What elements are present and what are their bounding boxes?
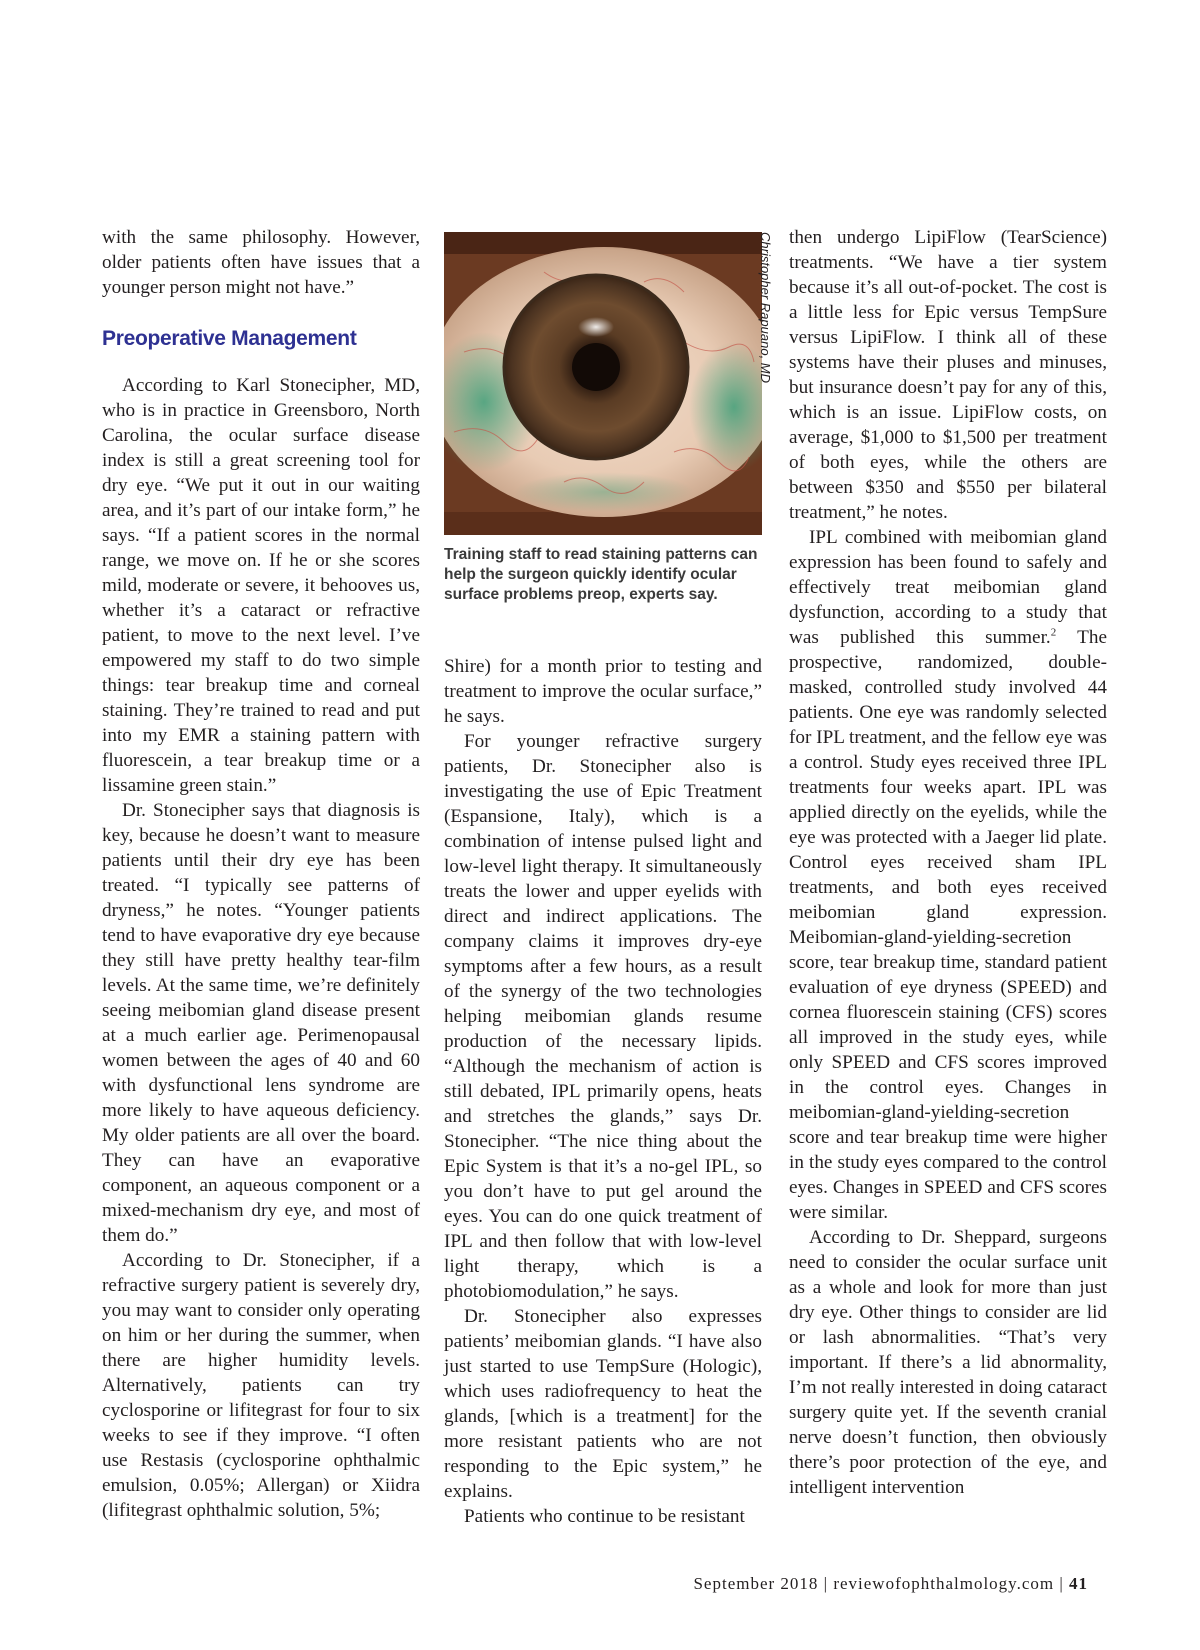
photo-credit: Christopher Rapuano, MD: [758, 232, 773, 384]
paragraph: Dr. Stonecipher also expresses patients’ meibomian glands. “I have also just started to use TempSure (Hologic), which uses radiofrequency to heat the glands, [which is a treatment] for the more resistant patients who are not responding to the Epic system,” he explains.: [444, 1306, 762, 1502]
page-number: 41: [1069, 1574, 1088, 1593]
website: reviewofophthalmology.com: [833, 1574, 1055, 1593]
article-column-2: [444, 654, 762, 1529]
article-column-3: [789, 225, 1107, 1500]
section-heading: Preoperative Management: [102, 327, 357, 350]
issue-date: September 2018: [693, 1574, 819, 1593]
paragraph: According to Karl Stonecipher, MD, who is in practice in Greensboro, North Carolina, the ocular surface disease index is still a great screening tool for dry eye. “We put it out in our waiting area, and it’s part of our intake form,” he says. “If a patient scores in the normal range, we move on. If he or she scores mild, moderate or severe, it behooves us, whether it’s a cataract or refractive patient, to move to the next level. I’ve empowered my staff to do two simple things: tear breakup time and corneal staining. They’re trained to read and put into my EMR a staining pattern with fluorescein, a tear breakup time or a lissamine green stain.”: [102, 375, 420, 796]
photo-caption: Training staff to read staining patterns can help the surgeon quickly identify ocular surface problems preop, experts say.: [444, 546, 758, 603]
reference-superscript: 2: [1050, 626, 1057, 639]
paragraph: Shire) for a month prior to testing and treatment to improve the ocular surface,” he says.: [444, 656, 762, 727]
paragraph: According to Dr. Stonecipher, if a refractive surgery patient is severely dry, you may want to consider only operating on him or her during the summer, when there are higher humidity levels. Alternatively, patients can try cyclosporine or lifitegrast for four to six weeks to see if they improve. “I often use Restasis (cyclosporine ophthalmic emulsion, 0.05%; Allergan) or Xiidra (lifitegrast ophthalmic solution, 5%;: [102, 1250, 420, 1521]
paragraph: IPL combined with meibomian gland expression has been found to safely and effectively treat meibomian gland dysfunction, according to a study that was published this summer.$^2$ The prospective, randomized, double-masked, controlled study involved 44 patients. One eye was randomly selected for IPL treatment, and the fellow eye was a control. Study eyes received three IPL treatments four weeks apart. IPL was applied directly on the eyelids, while the eye was protected with a Jaeger lid plate. Control eyes received sham IPL treatments, and both eyes received meibomian gland expression. Meibomian-gland-yielding-secretion score, tear breakup time, standard patient evaluation of eye dryness (SPEED) and cornea fluorescein staining (CFS) scores all improved in the study eyes, while only SPEED and CFS scores improved in the control eyes. Changes in meibomian-gland-yielding-secretion score and tear breakup time were higher in the study eyes compared to the control eyes. Changes in SPEED and CFS scores were similar.: [789, 527, 1108, 1223]
paragraph: Patients who continue to be resistant: [464, 1506, 745, 1527]
eye-photo: [444, 232, 762, 535]
paragraph: Dr. Stonecipher says that diagnosis is key, because he doesn’t want to measure patients until their dry eye has been treated. “I typically see patterns of dryness,” he notes. “Younger patients tend to have evaporative dry eye because they still have pretty healthy tear-film levels. At the same time, we’re definitely seeing meibomian gland disease present at a much earlier age. Perimenopausal women between the ages of 40 and 60 with dysfunctional lens syndrome are more likely to have aqueous deficiency. My older patients are all over the board. They can have an evaporative component, an aqueous component or a mixed-mechanism dry eye, and most of them do.”: [102, 800, 420, 1246]
paragraph: According to Dr. Sheppard, surgeons need to consider the ocular surface unit as a whole and look for more than just dry eye. Other things to consider are lid or lash abnormalities. “That’s very important. If there’s a lid abnormality, I’m not really interested in doing cataract surgery quite yet. If the seventh cranial nerve doesn’t function, then obviously there’s poor protection of the eye, and intelligent intervention: [789, 1227, 1107, 1498]
paragraph: For younger refractive surgery patients, Dr. Stonecipher also is investigating the use of Epic Treatment (Espansione, Italy), which is a combination of intense pulsed light and low-level light therapy. It simultaneously treats the lower and upper eyelids with direct and indirect applications. The company claims it improves dry-eye symptoms after a few hours, as a result of the synergy of the two technologies helping meibomian glands resume production of the necessary lipids. “Although the mechanism of action is still debated, IPL primarily opens, heats and stretches the glands,” says Dr. Stonecipher. “The nice thing about the Epic System is that it’s a no-gel IPL, so you don’t have to put gel around the eyes. You can do one quick treatment of IPL and then follow that with low-level light therapy, which is a photobiomodulation,” he says.: [444, 731, 762, 1302]
paragraph: with the same philosophy. However, older patients often have issues that a younger person might not have.”: [102, 227, 420, 298]
page-footer: September 2018 | reviewofophthalmology.com | 41: [693, 1574, 1088, 1593]
article-column-1: [102, 225, 420, 1523]
paragraph: then undergo LipiFlow (TearScience) treatments. “We have a tier system because it’s all out-of-pocket. The cost is a little less for Epic versus TempSure versus LipiFlow. I think all of these systems have their pluses and minuses, but insurance doesn’t pay for any of this, which is an issue. LipiFlow costs, on average, $1,000 to $1,500 per treatment of both eyes, while the others are between $350 and $550 per bilateral treatment,” he notes.: [789, 227, 1107, 523]
